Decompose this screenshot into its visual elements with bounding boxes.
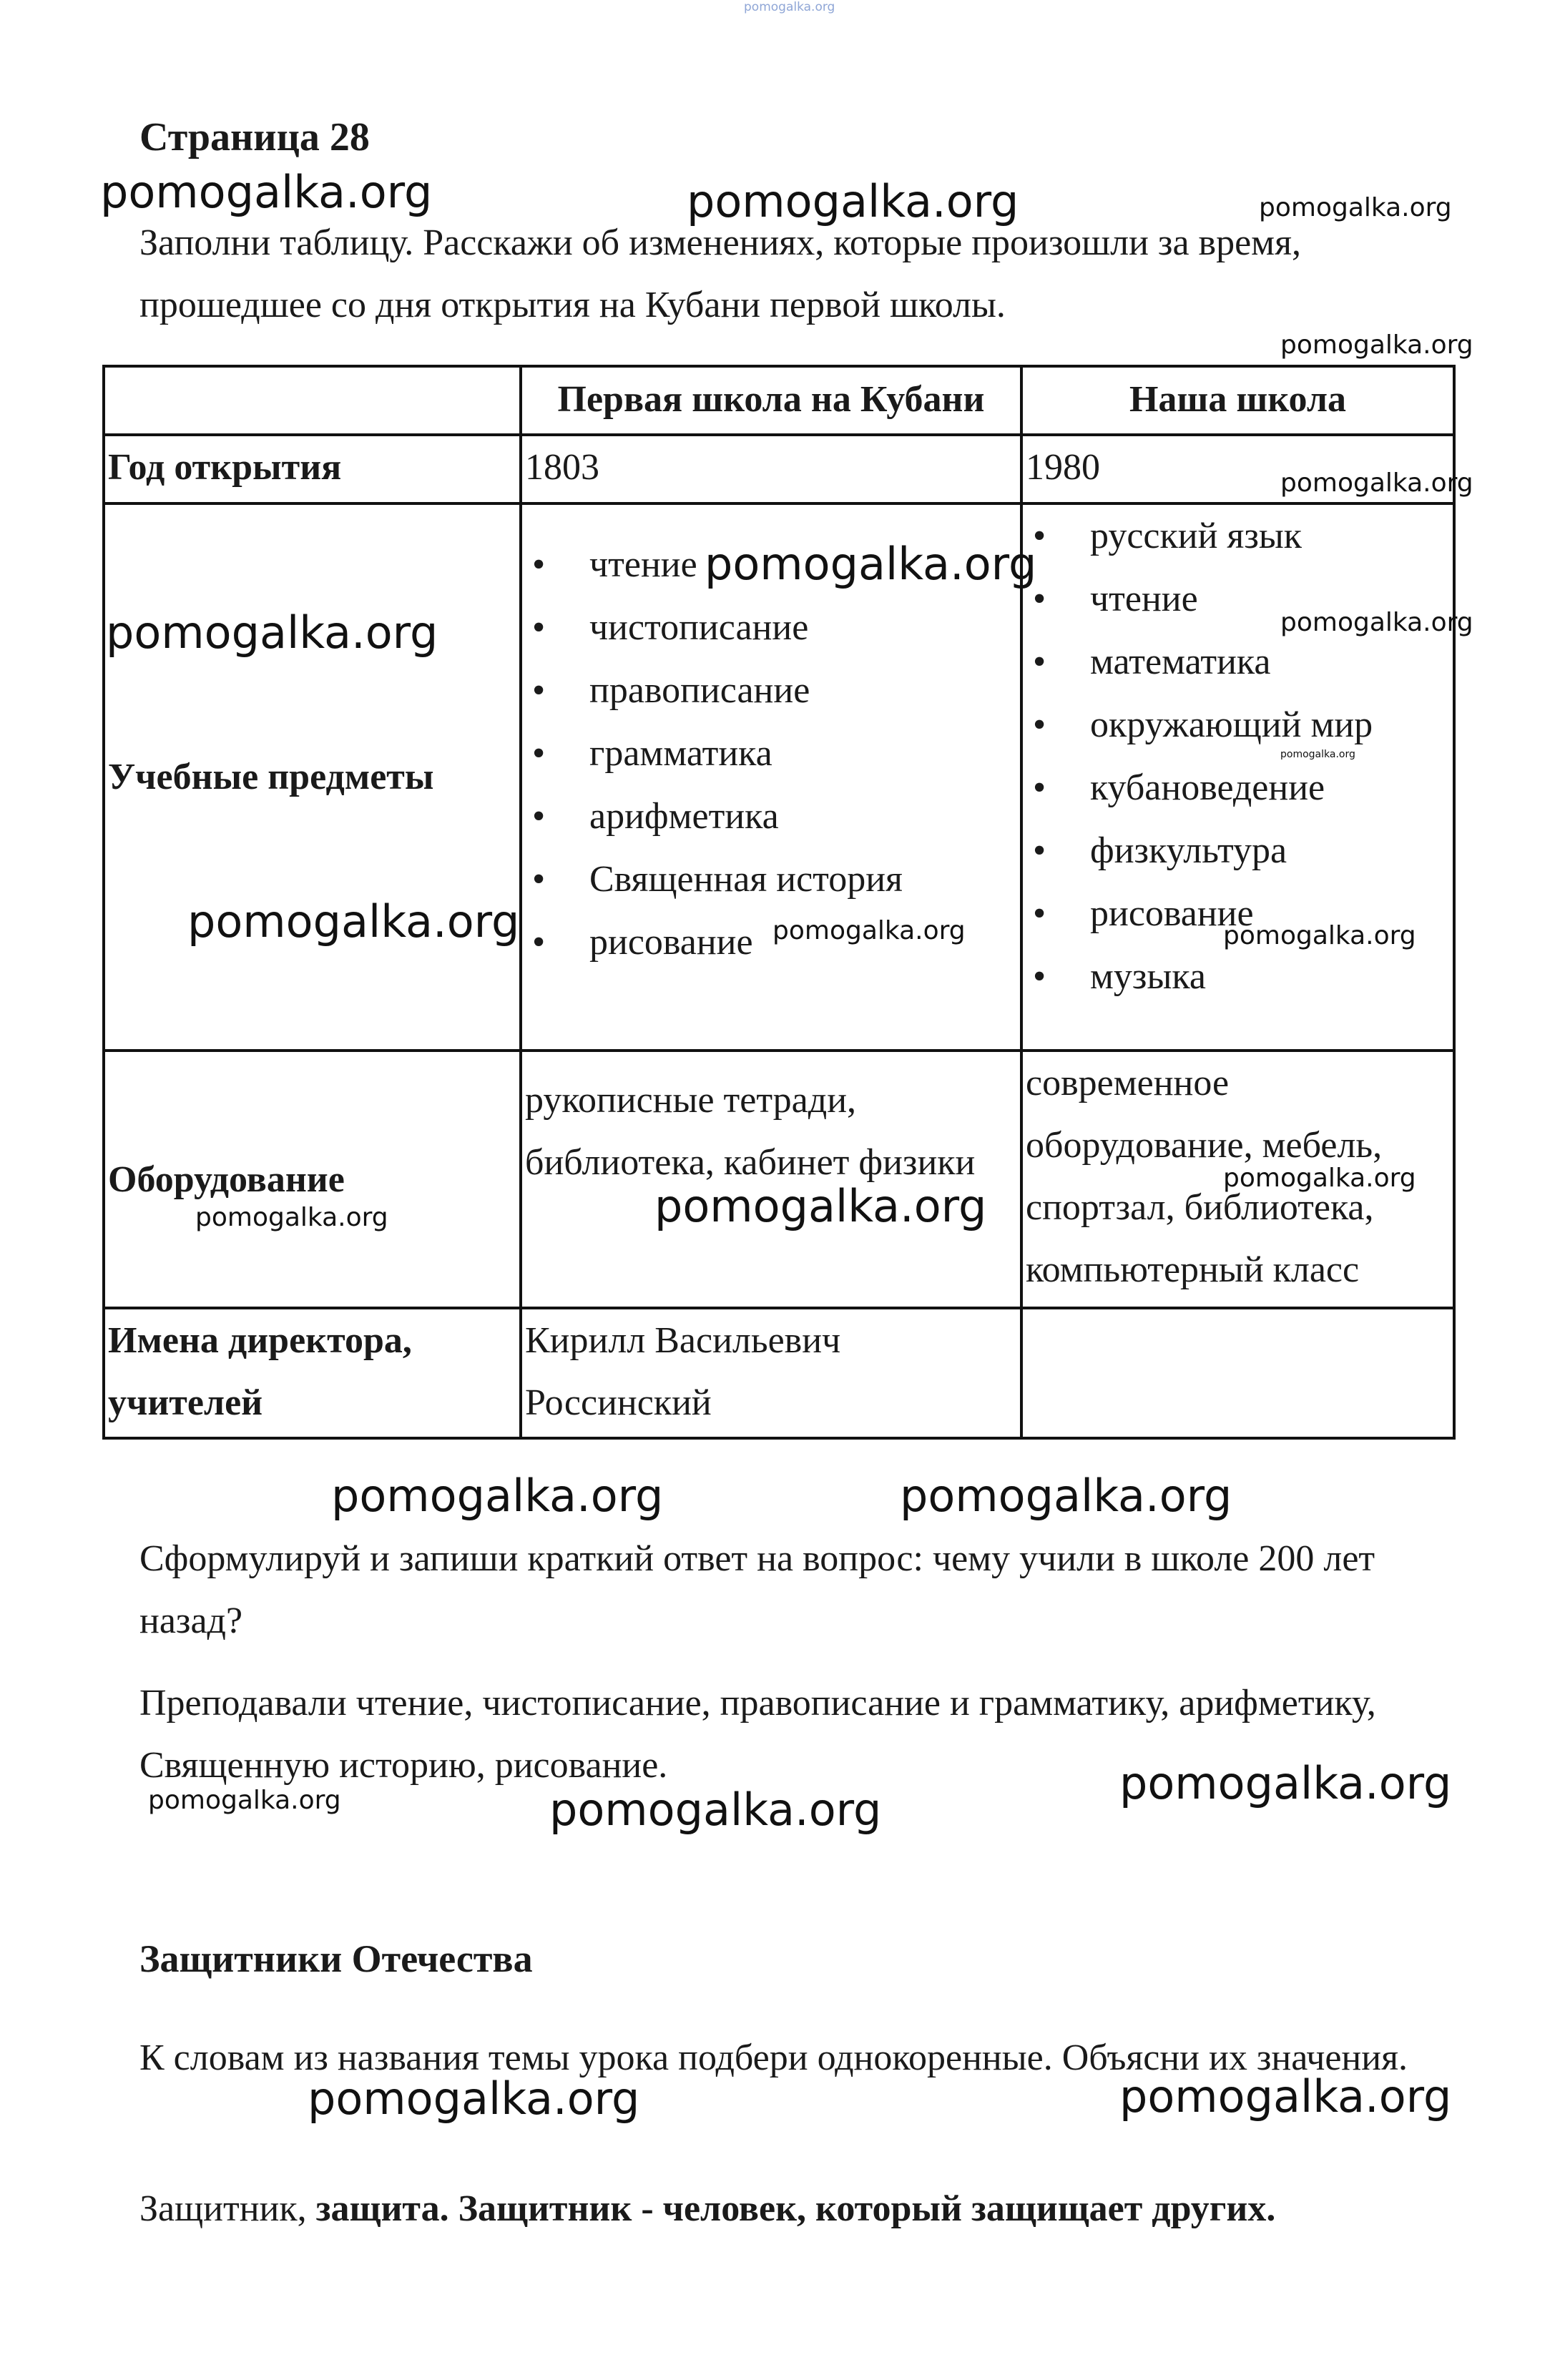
watermark: pomogalka.org [308, 2072, 640, 2125]
page-heading: Страница 28 [139, 115, 370, 159]
task-instruction: Заполни таблицу. Расскажи об изменениях, которые произошли за время, прошедшее со дня открытия на Кубани первой школы. [139, 222, 1302, 325]
watermark: pomogalka.org [1223, 921, 1416, 950]
row-label-names: Имена директора, учителей [104, 1308, 521, 1438]
watermark: pomogalka.org [148, 1786, 341, 1815]
list-item: • музыка [1026, 945, 1450, 1008]
watermark: pomogalka.org [654, 1180, 987, 1232]
watermark: pomogalka.org [187, 895, 520, 948]
list-item: • арифметика [525, 785, 1017, 848]
watermark: pomogalka.org [772, 916, 966, 945]
watermark: pomogalka.org [900, 1470, 1232, 1522]
list-item: • рисование [525, 911, 1017, 974]
watermark: pomogalka.org [1280, 468, 1473, 498]
watermark: pomogalka.org [744, 0, 835, 14]
our-school-equipment: современное оборудование, мебель, спортзал, библиотека, компьютерный класс [1021, 1051, 1454, 1308]
answer-text: Преподавали чтение, чистописание, правописание и грамматику, арифметику, Священную историю, рисование. [139, 1683, 1376, 1786]
list-item: • правописание [525, 659, 1017, 722]
watermark: pomogalka.org [1280, 330, 1473, 360]
row-label-subjects: Учебные предметы [104, 503, 521, 1051]
watermark: pomogalka.org [705, 538, 1037, 590]
table-header-row [104, 366, 1454, 435]
table-row [104, 435, 1454, 503]
list-item: • математика [1026, 631, 1450, 694]
first-school-subjects-list [525, 533, 1017, 974]
watermark: pomogalka.org [687, 175, 1019, 227]
list-item: • чтение [1026, 568, 1450, 631]
answer-bold: защита. Защитник - человек, который защищает других. [315, 2188, 1276, 2229]
watermark: pomogalka.org [1119, 1757, 1452, 1809]
table-row [104, 1308, 1454, 1438]
watermark: pomogalka.org [195, 1203, 388, 1232]
list-item: • грамматика [525, 722, 1017, 785]
watermark: pomogalka.org [1223, 1164, 1416, 1193]
watermark: pomogalka.org [1259, 193, 1452, 222]
list-item: • чтение [525, 533, 1017, 596]
list-item: • кубановедение [1026, 757, 1450, 820]
our-school-names [1021, 1308, 1454, 1438]
watermark: pomogalka.org [1280, 608, 1473, 637]
first-school-year: 1803 [521, 435, 1021, 503]
row-label-equipment: Оборудование [104, 1051, 521, 1308]
watermark: pomogalka.org [1119, 2070, 1452, 2123]
first-school-names: Кирилл Васильевич Россинский [521, 1308, 1021, 1438]
task-question: Сформулируй и запиши краткий ответ на вопрос: чему учили в школе 200 лет назад? [139, 1538, 1375, 1641]
answer-text [139, 2178, 1355, 2240]
list-item: • чистописание [525, 596, 1017, 659]
first-school-equipment: рукописные тетради, библиотека, кабинет физики [521, 1051, 1021, 1308]
list-item: • окружающий мир [1026, 694, 1450, 757]
list-item: • Священная история [525, 848, 1017, 911]
table-header-cell: Наша школа [1021, 366, 1454, 435]
table-header-cell [104, 366, 521, 435]
watermark: pomogalka.org [549, 1784, 882, 1836]
list-item: • физкультура [1026, 820, 1450, 882]
row-label-year: Год открытия [104, 435, 521, 503]
watermark: pomogalka.org [331, 1470, 664, 1522]
watermark: pomogalka.org [1280, 749, 1355, 760]
watermark: pomogalka.org [100, 166, 433, 218]
answer-plain: Защитник, [139, 2188, 307, 2229]
list-item: • русский язык [1026, 505, 1450, 568]
section-title: Защитники Отечества [139, 1937, 533, 1980]
list-item: • рисование [1026, 882, 1450, 945]
task-instruction: К словам из названия темы урока подбери однокоренные. Объясни их значения. [139, 2037, 1408, 2078]
watermark: pomogalka.org [106, 606, 438, 659]
our-school-year: 1980 [1021, 435, 1454, 503]
table-header-cell: Первая школа на Кубани [521, 366, 1021, 435]
